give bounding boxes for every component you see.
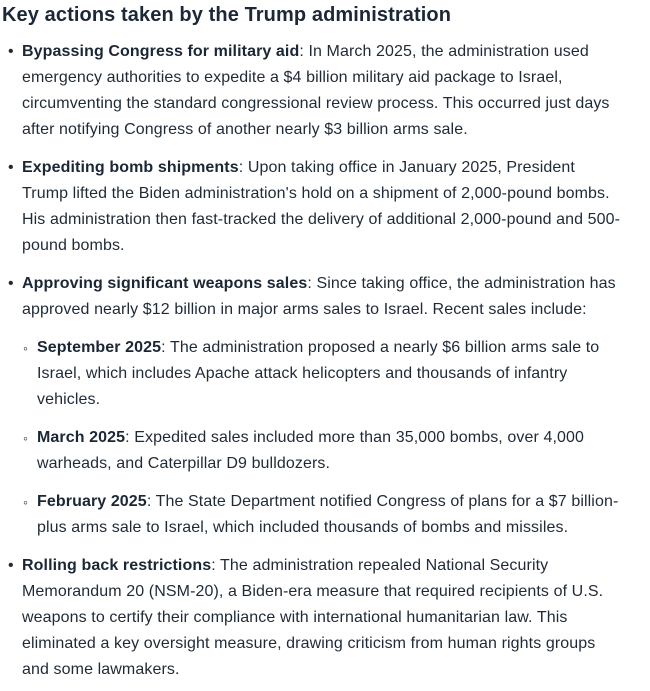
bullet-body-text: Upon taking office in January 2025, President Trump lifted the Biden administration's hold on a shipment of 2,000-pound bombs. His administration then fast-tracked the delivery of additional 2,000-pound and 500-pound bombs. [22, 159, 621, 254]
label-separator: : [125, 429, 130, 446]
label-separator: : [211, 557, 216, 574]
sub-bullet-label: February 2025 [37, 493, 147, 510]
circle-bullet-icon: ◦ [23, 494, 29, 510]
bullet-body-text: Since taking office, the administration has approved nearly $12 billion in major arms sales to Israel. Recent sales include: [22, 275, 616, 318]
bullet-text [22, 553, 624, 683]
sub-bullet-label: March 2025 [37, 429, 126, 446]
bullet-bypassing-congress [2, 39, 624, 143]
bullet-dot-icon: • [8, 159, 14, 176]
bullet-rolling-back-restrictions [2, 553, 624, 683]
bullet-label: Approving significant weapons sales [22, 275, 308, 292]
sub-bullet-body-text: The administration proposed a nearly $6 billion arms sale to Israel, which includes Apache attack helicopters and thousands of infantry vehicles. [37, 339, 600, 408]
sub-bullet-text [37, 489, 624, 541]
bullet-body-text: In March 2025, the administration used emergency authorities to expedite a $4 billion military aid package to Israel, circumventing the standard congressional review process. This occurred just days after notifying Congress of another nearly $3 billion arms sale. [22, 43, 610, 138]
bullet-dot-icon: • [8, 43, 14, 60]
circle-bullet-icon: ◦ [23, 430, 29, 446]
bullet-approving-sales [2, 271, 624, 541]
bullet-label: Bypassing Congress for military aid [22, 43, 300, 60]
label-separator: : [238, 159, 244, 176]
sub-bullet-body-text: The State Department notified Congress of plans for a $7 billion-plus arms sale to Israel, which included thousands of bombs and missiles. [37, 493, 619, 536]
bullet-dot-icon: • [8, 557, 14, 574]
label-separator: : [299, 43, 304, 60]
sub-bullet-march-2025 [23, 425, 624, 477]
label-separator: : [307, 275, 312, 292]
bullet-label: Rolling back restrictions [22, 557, 212, 574]
sub-bullet-label: September 2025 [37, 339, 162, 356]
recent-sales-sublist [22, 335, 624, 541]
bullet-dot-icon: • [8, 275, 14, 292]
label-separator: : [161, 339, 166, 356]
bullet-expediting-shipments [2, 155, 624, 259]
bullet-text [22, 271, 624, 323]
bullet-text [22, 155, 624, 259]
bullet-label: Expediting bomb shipments [22, 159, 239, 176]
section-heading: Key actions taken by the Trump administration [2, 4, 452, 26]
sub-bullet-body-text: Expedited sales included more than 35,000 bombs, over 4,000 warheads, and Caterpillar D9 bulldozers. [37, 429, 585, 472]
sub-bullet-september-2025 [23, 335, 624, 413]
label-separator: : [146, 493, 152, 510]
circle-bullet-icon: ◦ [23, 340, 29, 356]
bullet-text [22, 39, 624, 143]
sub-bullet-text [37, 425, 624, 477]
sub-bullet-february-2025 [23, 489, 624, 541]
key-actions-list [2, 39, 624, 683]
bullet-body-text: The administration repealed National Security Memorandum 20 (NSM-20), a Biden-era measure that required recipients of U.S. weapons to certify their compliance with international humanitarian law. This eliminated a key oversight measure, drawing criticism from human rights groups and some lawmakers. [22, 557, 604, 678]
sub-bullet-text [37, 335, 624, 413]
